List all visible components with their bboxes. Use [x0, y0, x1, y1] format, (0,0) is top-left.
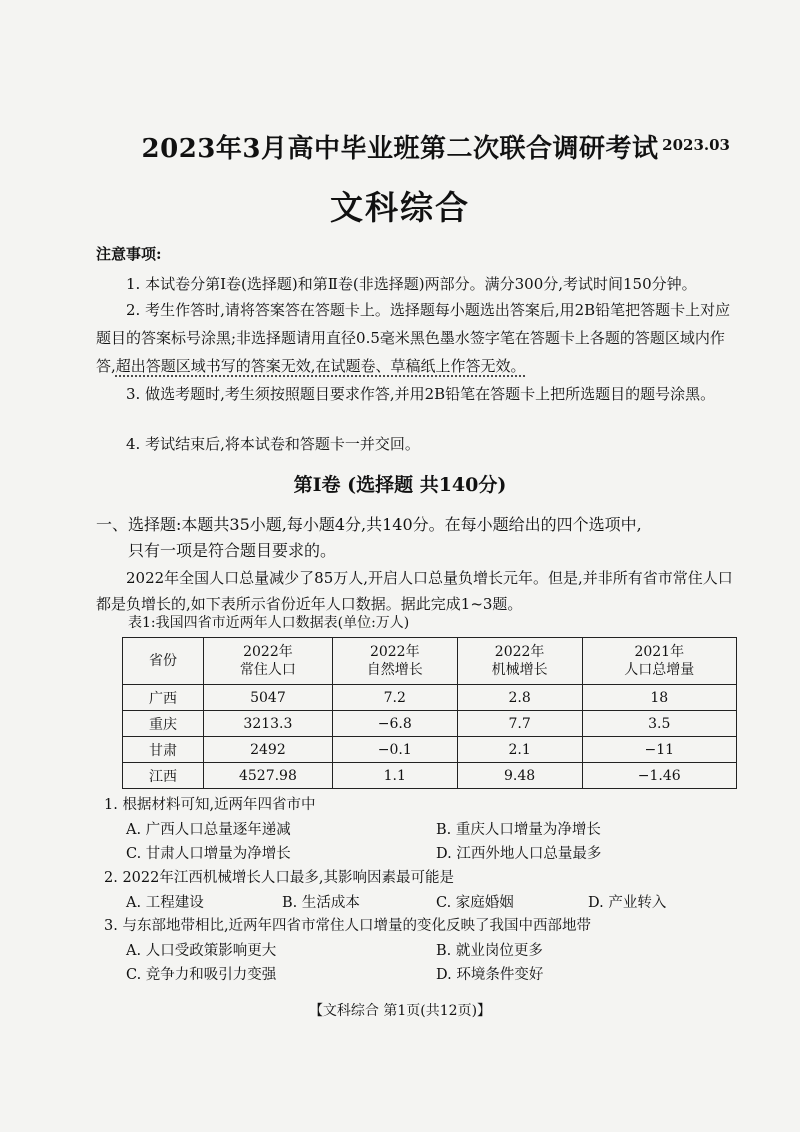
- table-header-cell: 2022年 机械增长: [457, 638, 582, 685]
- table-row: [123, 737, 737, 763]
- table-cell: 2.8: [457, 685, 582, 711]
- table-cell: 9.48: [457, 763, 582, 789]
- table-header-cell: 2021年 人口总增量: [582, 638, 736, 685]
- table-caption: 表1:我国四省市近两年人口数据表(单位:万人): [128, 615, 410, 631]
- table-cell: 7.7: [457, 711, 582, 737]
- table-cell: −11: [582, 737, 736, 763]
- table-header-row: [123, 638, 737, 685]
- table-cell: 江西: [123, 763, 204, 789]
- notice-item-2-emphasis: 超出答题区域书写的答案无效,在试题卷、草稿纸上作答无效。: [115, 357, 526, 375]
- question-2-option-d: D. 产业转入: [588, 895, 667, 911]
- table-cell: 4527.98: [204, 763, 333, 789]
- page-footer: 【文科综合 第1页(共12页)】: [308, 1003, 492, 1019]
- table-cell: 3.5: [582, 711, 736, 737]
- section-title: 第Ⅰ卷 (选择题 共140分): [293, 474, 507, 496]
- part-one-line-2: 只有一项是符合题目要求的。: [128, 541, 337, 560]
- table-cell: 18: [582, 685, 736, 711]
- population-table: [122, 637, 737, 789]
- table-header-cell: 省份: [123, 638, 204, 685]
- exam-date: 2023.03: [662, 136, 730, 154]
- table-cell: 3213.3: [204, 711, 333, 737]
- question-3-option-a: A. 人口受政策影响更大: [126, 943, 277, 959]
- table-cell: 2.1: [457, 737, 582, 763]
- table-cell: 重庆: [123, 711, 204, 737]
- question-2-option-c: C. 家庭婚姻: [436, 895, 514, 911]
- notice-item-4: 4. 考试结束后,将本试卷和答题卡一并交回。: [126, 435, 420, 453]
- notice-item-2-text: 2. 考生作答时,请将答案答在答题卡上。选择题每小题选出答案后,用2B铅笔把答题卡上对应题目的答案标号涂黑;非选择题请用直径0.5毫米黑色墨水签字笔在答题卡上各题的答题区域内作答,: [96, 301, 731, 375]
- part-one-line-1: 一、选择题:本题共35小题,每小题4分,共140分。在每小题给出的四个选项中,: [96, 515, 642, 534]
- question-2-option-b: B. 生活成本: [282, 895, 360, 911]
- table-row: [123, 685, 737, 711]
- question-1-option-b: B. 重庆人口增量为净增长: [436, 822, 601, 838]
- notice-item-3: 3. 做选考题时,考生须按照题目要求作答,并用2B铅笔在答题卡上把所选题目的题号涂黑。: [126, 385, 716, 403]
- table-row: [123, 763, 737, 789]
- question-1-option-a: A. 广西人口总量逐年递减: [126, 822, 291, 838]
- question-2-stem: 2. 2022年江西机械增长人口最多,其影响因素最可能是: [104, 870, 454, 886]
- table-cell: 5047: [204, 685, 333, 711]
- table-header-cell: 2022年 自然增长: [332, 638, 457, 685]
- table-row: [123, 711, 737, 737]
- table-cell: 广西: [123, 685, 204, 711]
- question-1-option-d: D. 江西外地人口总量最多: [436, 846, 602, 862]
- question-1-stem: 1. 根据材料可知,近两年四省市中: [104, 797, 316, 813]
- table-cell: 甘肃: [123, 737, 204, 763]
- part-one-instructions: [96, 512, 736, 564]
- notice-heading: 注意事项:: [96, 245, 162, 263]
- question-3-option-d: D. 环境条件变好: [436, 967, 544, 983]
- material-intro: 2022年全国人口总量减少了85万人,开启人口总量负增长元年。但是,并非所有省市常住人口都是负增长的,如下表所示省份近年人口数据。据此完成1~3题。: [96, 569, 733, 613]
- notice-item-2: [96, 296, 736, 380]
- question-2-option-a: A. 工程建设: [126, 895, 204, 911]
- table-cell: −6.8: [332, 711, 457, 737]
- table-cell: 7.2: [332, 685, 457, 711]
- table-header-cell: 2022年 常住人口: [204, 638, 333, 685]
- table-cell: 1.1: [332, 763, 457, 789]
- question-1-option-c: C. 甘肃人口增量为净增长: [126, 846, 291, 862]
- notice-item-1: 1. 本试卷分第Ⅰ卷(选择题)和第Ⅱ卷(非选择题)两部分。满分300分,考试时间150分钟。: [126, 275, 697, 293]
- exam-header: [0, 128, 800, 168]
- exam-title: 2023年3月高中毕业班第二次联合调研考试: [141, 134, 659, 164]
- question-3-stem: 3. 与东部地带相比,近两年四省市常住人口增量的变化反映了我国中西部地带: [104, 918, 592, 934]
- table-cell: 2492: [204, 737, 333, 763]
- table-cell: −1.46: [582, 763, 736, 789]
- table-cell: −0.1: [332, 737, 457, 763]
- subject-title: 文科综合: [330, 188, 470, 227]
- question-3-option-c: C. 竞争力和吸引力变强: [126, 967, 277, 983]
- question-3-option-b: B. 就业岗位更多: [436, 943, 543, 959]
